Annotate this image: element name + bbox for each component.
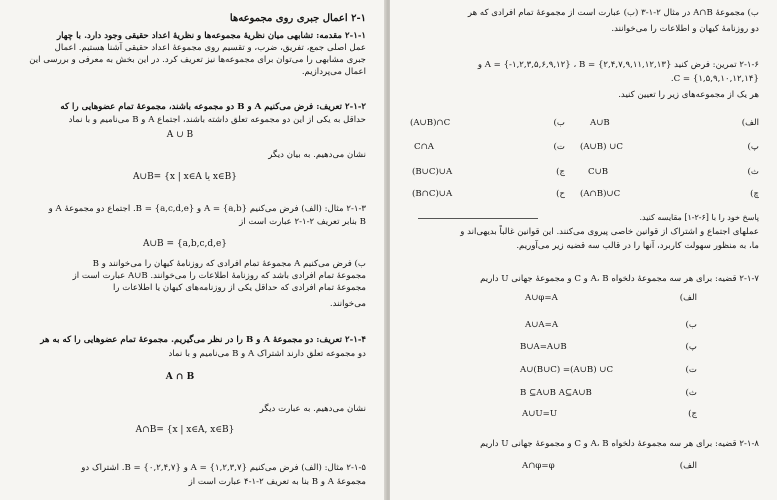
left-page — [0, 0, 386, 500]
theorem-2-item-expr: A∩φ=φ — [522, 461, 555, 471]
theorem-1-item-label: الف) — [679, 293, 697, 303]
exercise-item-expr: C∪B — [588, 167, 609, 177]
theorem-2-heading: ۲-۱-۸ قضیه: برای هر سه مجموعهٔ دلخواه A، B و C و مجموعهٔ جهانی U داریم — [480, 439, 759, 449]
top-line-2: دو روزنامهٔ کیهان و اطلاعات را می‌خوانند. — [611, 24, 759, 34]
intersection-formula: A∩B= {x | x∈A, x∈B} — [135, 425, 235, 435]
exercise-item-label: پ) — [747, 142, 759, 152]
theorem-1-item-label: ج) — [688, 409, 697, 419]
exercise-item-expr: C∩A — [414, 142, 434, 152]
def-union-line-2: حداقل به یکی از این دو مجموعه تعلق داشته باشند، اجتماع A و B می‌نامیم و با نماد — [68, 115, 366, 125]
theorem-1-item-expr: A∪A=A — [525, 320, 559, 330]
exercise-item-label: ح) — [556, 189, 565, 199]
exercise-item-label: ج) — [556, 167, 565, 177]
exercise-item-label: ب) — [553, 118, 565, 128]
answer-note: پاسخ خود را با [۶-۲-۱] مقایسه کنید. — [639, 213, 759, 222]
example-2-line-2: مجموعهٔ A و B بنا به تعریف ۲-۱-۴ عبارت است از — [188, 477, 366, 487]
top-line-1: ب) مجموعهٔ A∩B در مثال ۲-۱-۳ (ب) عبارت است از مجموعهٔ تمام افرادی که هر — [467, 8, 759, 18]
theorem-2-item-label: الف) — [679, 461, 697, 471]
example-1b-line-3: مجموعهٔ تمام افرادی که حداقل یکی از روزنامه‌های کیهان یا اطلاعات را — [112, 283, 366, 293]
intersection-symbol: A ∩ B — [165, 372, 195, 382]
example-2-line-1: ۲-۱-۵ مثال: (الف) فرض می‌کنیم A = {۱,۲,۳,۷} و B = {۰,۲,۴,۷}. اشتراک دو — [81, 463, 366, 473]
exercise-item-label: ت) — [553, 142, 565, 152]
answer-note-rule — [418, 218, 538, 219]
theorem-1-item-label: ت) — [685, 365, 697, 375]
props-intro-line-1: عملهای اجتماع و اشتراک از قوانین خاصی پیروی می‌کنند. این قوانین غالباً بدیهی‌اند و — [460, 227, 759, 237]
example-1-formula: A∪B = {a,b,c,d,e} — [142, 239, 228, 249]
example-1b-line-1: ب) فرض می‌کنیم A مجموعهٔ تمام افرادی که روزنامهٔ کیهان را می‌خوانند و B — [92, 259, 366, 269]
example-1-line-1: ۲-۱-۳ مثال: (الف) فرض می‌کنیم A = {a,b} و B = {a,c,d,e}. اجتماع دو مجموعهٔ A و — [48, 204, 366, 214]
exercise-item-label: چ) — [750, 189, 759, 199]
exercise-item-expr: (B∪C)∪A — [412, 167, 453, 177]
intro-line-2: عمل اصلی جمع، تفریق، ضرب، و تقسیم روی مجموعهٔ اعداد حقیقی آشنا هستیم. اعمال — [54, 43, 366, 53]
theorem-1-item-expr: A∪U=U — [522, 409, 558, 419]
def-intersection-line-2: دو مجموعه تعلق دارند اشتراک A و B می‌نامیم و با نماد — [168, 349, 366, 359]
theorem-1-heading: ۲-۱-۷ قضیه: برای هر سه مجموعهٔ دلخواه A، B و C و مجموعهٔ جهانی U داریم — [480, 274, 759, 284]
theorem-1-item-expr: B ⊆A∪B A⊆A∪B — [520, 388, 592, 398]
exercise-line-2: C = {۱,۵,۹,۱۰,۱۲,۱۴}. — [670, 74, 759, 84]
theorem-1-item-expr: A∪φ=A — [525, 293, 558, 303]
example-1-line-2: B بنابر تعریف ۲-۱-۲ عبارت است از — [239, 217, 366, 227]
theorem-1-item-expr: B∪A=A∪B — [520, 342, 567, 352]
exercise-line-3: هر یک از مجموعه‌های زیر را تعیین کنید. — [618, 90, 759, 100]
exercise-item-expr: (B∩C)∪A — [412, 189, 453, 199]
exercise-item-expr: (A∩B)∪C — [580, 189, 621, 199]
exercise-item-expr: (A∪B) ∪C — [580, 142, 623, 152]
exercise-line-1: ۲-۱-۶ تمرین: فرض کنید A = {-۱,۲,۳,۵,۶,۹,۱۲} ، B = {۲,۴,۷,۹,۱۱,۱۲,۱۳} و — [477, 60, 759, 70]
intro-line-4: اعمال می‌پردازیم. — [301, 67, 366, 77]
right-page — [390, 0, 777, 500]
theorem-1-item-label: ب) — [685, 320, 697, 330]
example-1b-line-2: مجموعهٔ تمام افرادی باشد که روزنامهٔ اطلاعات را می‌خوانند. A∪B عبارت است از — [72, 271, 366, 281]
exercise-item-expr: (A∪B)∩C — [410, 118, 451, 128]
intersection-lead: نشان می‌دهیم. به عبارت دیگر — [259, 404, 366, 414]
exercise-item-expr: A∪B — [590, 118, 610, 128]
theorem-1-item-expr: A∪(B∪C) =(A∪B) ∪C — [520, 365, 614, 375]
intro-line-1: ۲-۱-۱ مقدمه: تشابهی میان نظریهٔ مجموعه‌ها و نظریهٔ اعداد حقیقی وجود دارد. با چهار — [57, 31, 366, 41]
exercise-item-label: ث) — [747, 167, 759, 177]
def-intersection-line-1: ۲-۱-۴ تعریف: دو مجموعهٔ A و B را در نظر می‌گیریم. مجموعهٔ تمام عضوهایی را که به هر — [40, 335, 366, 345]
def-union-line-1: ۲-۱-۲ تعریف: فرض می‌کنیم A و B دو مجموعه باشند، مجموعهٔ تمام عضوهایی را که — [60, 102, 366, 112]
union-symbol: A ∪ B — [166, 130, 194, 140]
intro-line-3: جبری مشابهی را می‌توان برای مجموعه‌ها نیز تعریف کرد. در این بخش به معرفی و بررسی این — [29, 55, 366, 65]
theorem-1-item-label: ث) — [685, 388, 697, 398]
example-1b-line-4: می‌خوانند. — [329, 299, 366, 309]
section-heading: ۲-۱ اعمال جبری روی مجموعه‌ها — [229, 13, 366, 24]
props-intro-line-2: ما، به منظور سهولت کاربرد، آنها را در قالب سه قضیه زیر می‌آوریم. — [516, 241, 759, 251]
def-union-line-3: نشان می‌دهیم. به بیان دیگر — [268, 150, 366, 160]
theorem-1-item-label: پ) — [685, 342, 697, 352]
union-formula: A∪B= {x | x∈A یا x∈B} — [133, 172, 237, 182]
exercise-item-label: الف) — [741, 118, 759, 128]
